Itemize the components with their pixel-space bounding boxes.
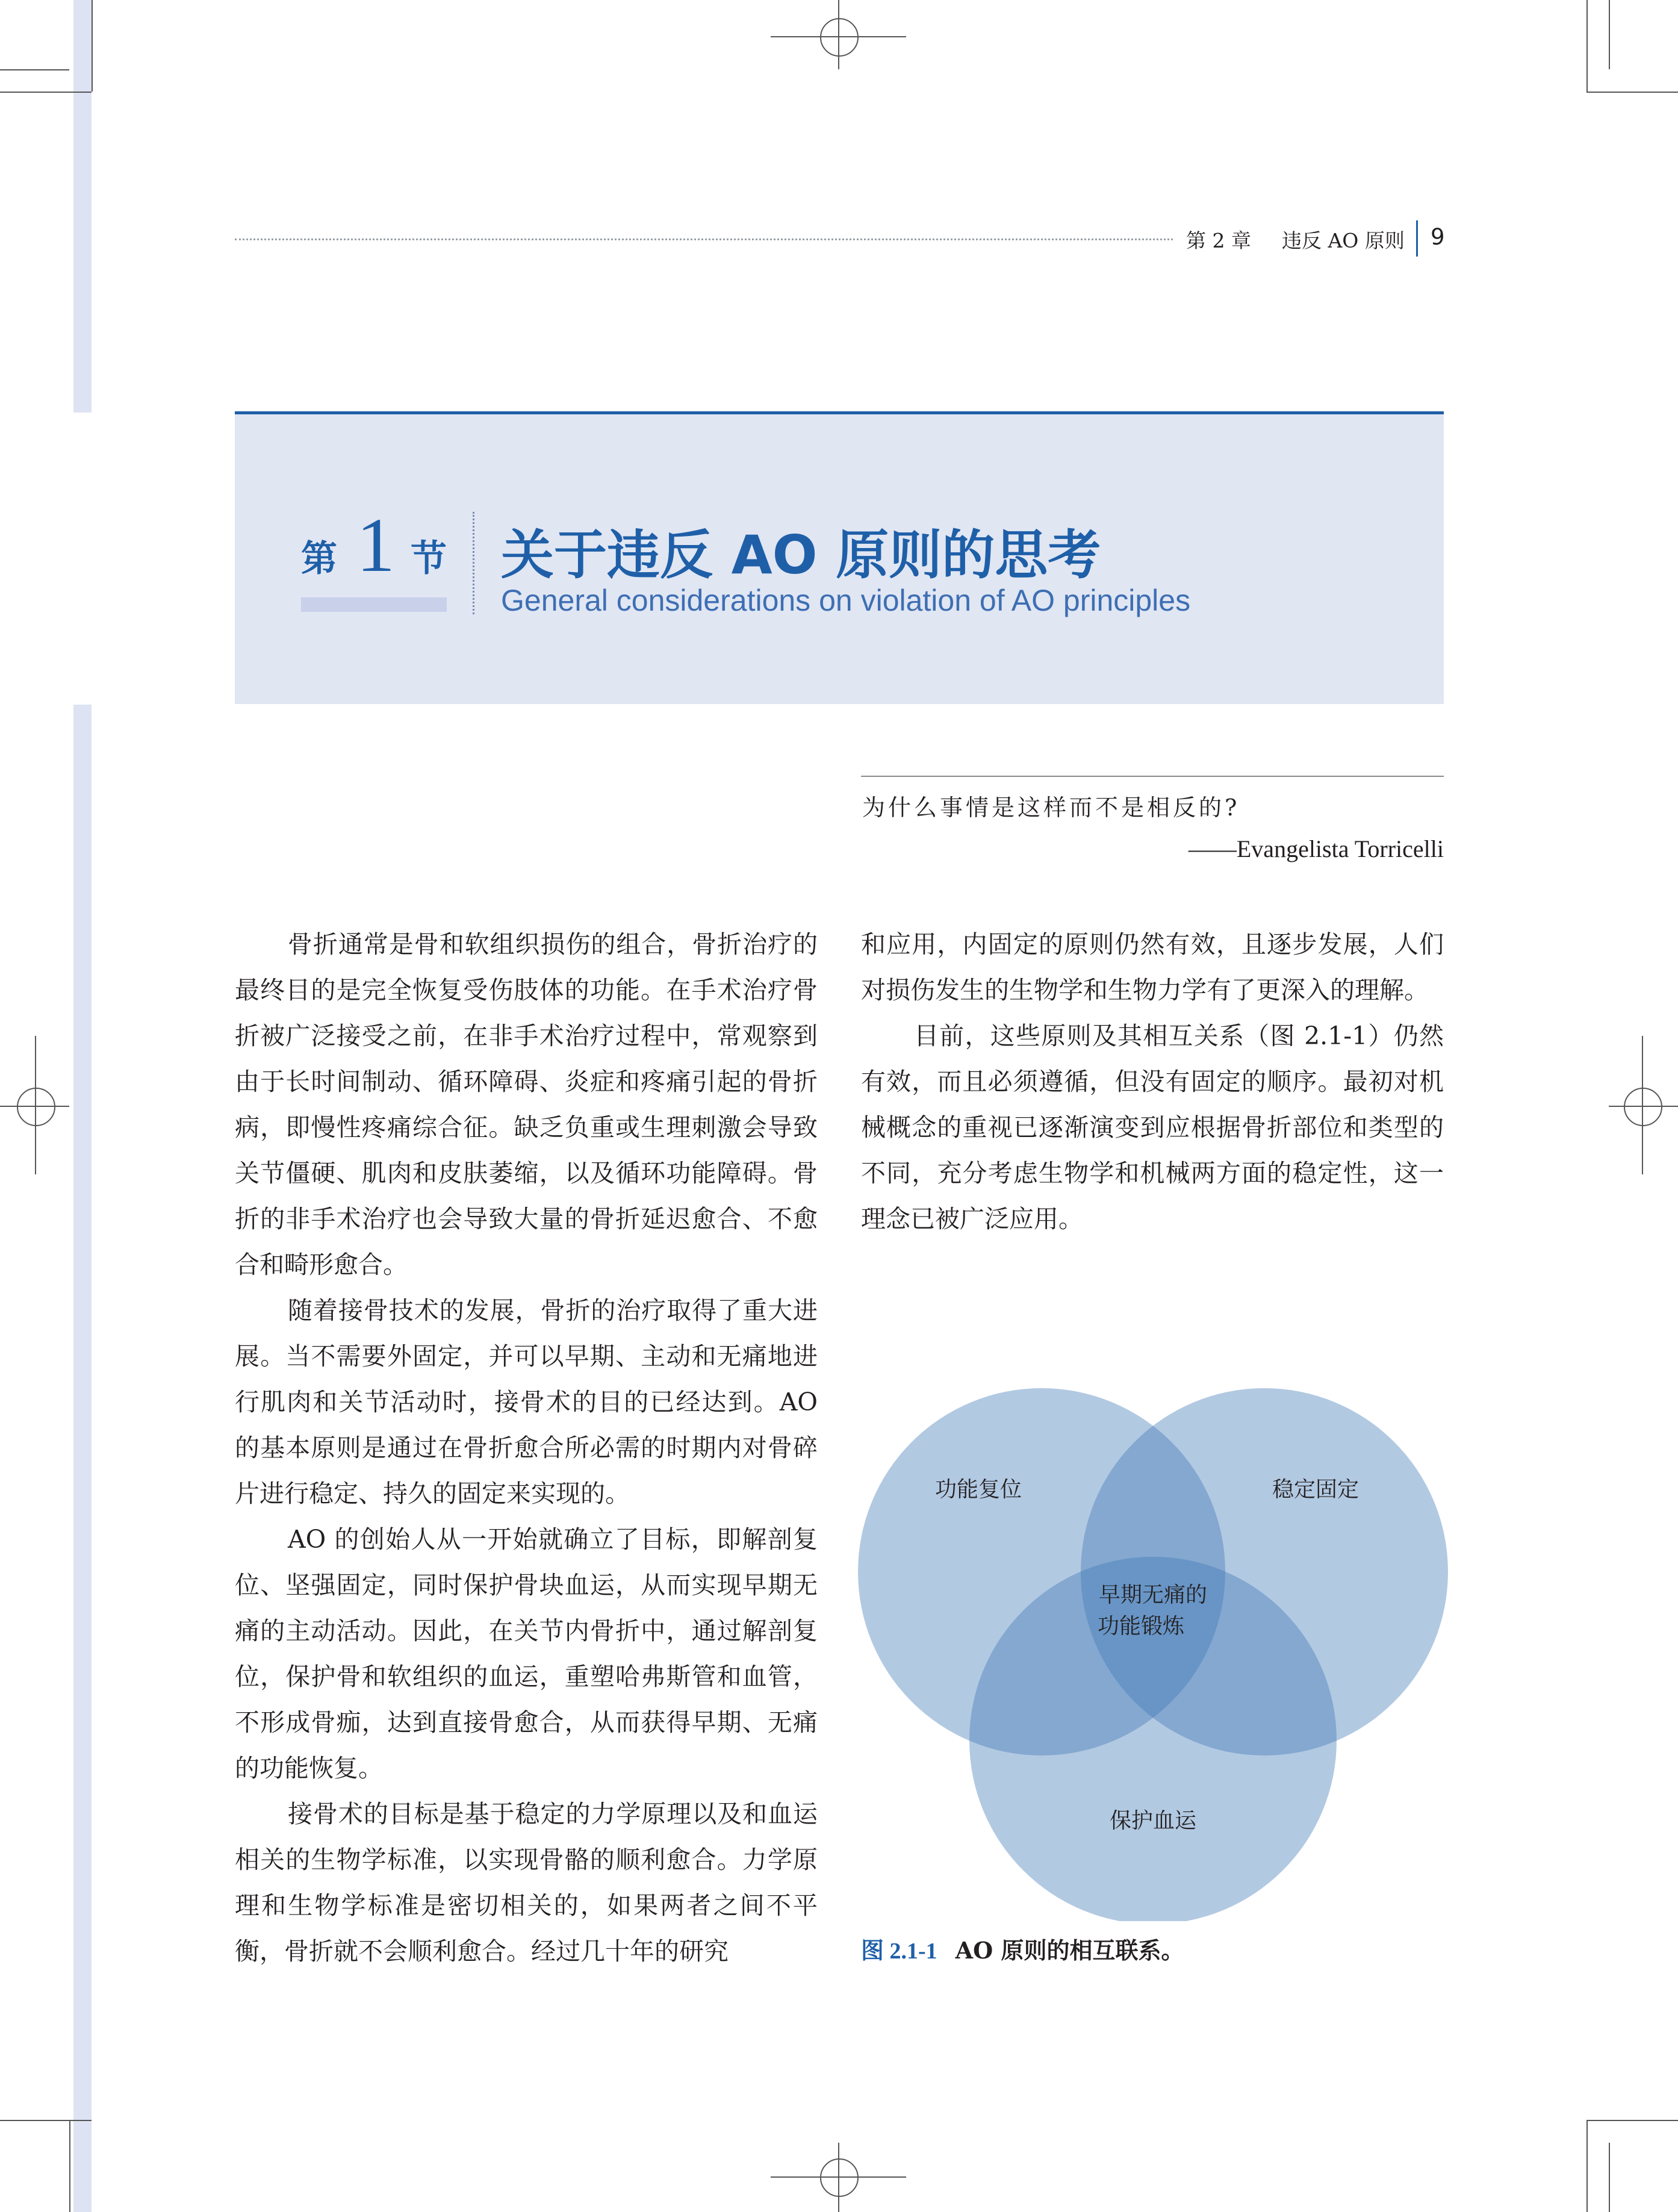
side-bar-top <box>73 0 92 413</box>
section-title-en: General considerations on violation of AO principles <box>501 584 1191 617</box>
epigraph-quote: 为什么事情是这样而不是相反的? <box>862 794 1240 821</box>
running-header-chapter: 第 2 章 <box>1186 229 1251 252</box>
paragraph: AO 的创始人从一开始就确立了目标，即解剖复位、坚强固定，同时保护骨块血运，从而实现早期无痛的主动活动。因此，在关节内骨折中，通过解剖复位，保护骨和软组织的血运，重塑哈弗斯管和血管，不形成骨痂，达到直接骨愈合，从而获得早期、无痛的功能恢复。 <box>235 1525 818 1783</box>
section-suffix: 节 <box>411 538 447 580</box>
section-prefix: 第 <box>301 538 337 580</box>
running-header-title <box>1186 225 1405 254</box>
venn-label-center-2: 功能锻炼 <box>1097 1614 1185 1639</box>
crop-mark <box>0 69 69 70</box>
section-number-underline <box>301 597 447 612</box>
registration-mark <box>838 2143 839 2212</box>
registration-mark <box>1642 1036 1643 1174</box>
paragraph: 目前，这些原则及其相互关系（图 2.1-1）仍然有效，而且必须遵循，但没有固定的顺序。最初对机械概念的重视已逐渐演变到应根据骨折部位和类型的不同，充分考虑生物学和机械两方面的稳定性，这一理念已被广泛应用。 <box>861 1021 1444 1233</box>
venn-diagram <box>855 1379 1451 1921</box>
crop-mark <box>69 2120 70 2212</box>
paragraph: 骨折通常是骨和软组织损伤的组合，骨折治疗的最终目的是完全恢复受伤肢体的功能。在手术治疗骨折被广泛接受之前，在非手术治疗过程中，常观察到由于长时间制动、循环障碍、炎症和疼痛引起的骨折病，即慢性疼痛综合征。缺乏负重或生理刺激会导致关节僵硬、肌肉和皮肤萎缩，以及循环功能障碍。骨折的非手术治疗也会导致大量的骨折延迟愈合、不愈合和畸形愈合。 <box>235 930 818 1279</box>
crop-mark <box>1586 2120 1588 2212</box>
epigraph-author: ——Evangelista Torricelli <box>1188 835 1444 862</box>
venn-circle-blood-supply <box>969 1557 1337 1921</box>
paragraph: 和应用，内固定的原则仍然有效，且逐步发展，人们对损伤发生的生物学和生物力学有了更深入的理解。 <box>861 930 1444 1005</box>
figure-number: 图 2.1-1 <box>861 1939 937 1964</box>
venn-label-bottom: 保护血运 <box>1109 1809 1197 1833</box>
registration-mark <box>35 1036 36 1174</box>
page-number: 9 <box>1431 224 1445 250</box>
running-header-dots <box>235 238 1173 240</box>
registration-mark <box>1624 1088 1662 1126</box>
section-divider <box>473 512 474 614</box>
crop-mark <box>1586 2120 1678 2121</box>
section-number: 1 <box>356 502 395 588</box>
body-column-right <box>861 921 1444 1242</box>
registration-mark <box>820 2158 859 2197</box>
figure-caption <box>861 1932 1184 1965</box>
section-title-zh: 关于违反 AO 原则的思考 <box>501 524 1101 586</box>
registration-mark <box>838 0 839 69</box>
venn-label-top-left: 功能复位 <box>934 1477 1022 1502</box>
crop-mark <box>1609 2143 1610 2212</box>
crop-mark <box>1609 0 1610 69</box>
figure-caption-text: AO 原则的相互联系。 <box>955 1937 1184 1964</box>
side-bar-bottom <box>73 705 92 2212</box>
crop-mark <box>1586 0 1588 92</box>
crop-mark <box>92 0 93 92</box>
registration-mark <box>820 18 859 57</box>
paragraph: 接骨术的目标是基于稳定的力学原理以及和血运相关的生物学标准，以实现骨骼的顺利愈合。力学原理和生物学标准是密切相关的，如果两者之间不平衡，骨折就不会顺利愈合。经过几十年的研究 <box>235 1799 818 1966</box>
crop-mark <box>0 2120 92 2121</box>
crop-mark <box>0 92 92 93</box>
venn-label-center-1: 早期无痛的 <box>1098 1583 1208 1607</box>
venn-label-top-right: 稳定固定 <box>1272 1477 1359 1502</box>
running-header-separator <box>1416 220 1418 257</box>
running-header-text: 违反 AO 原则 <box>1281 229 1405 252</box>
registration-mark <box>17 1088 55 1126</box>
body-column-left <box>235 921 818 1974</box>
epigraph-rule <box>861 776 1444 777</box>
paragraph: 随着接骨技术的发展，骨折的治疗取得了重大进展。当不需要外固定，并可以早期、主动和无痛地进行肌肉和关节活动时，接骨术的目的已经达到。AO 的基本原则是通过在骨折愈合所必需的时期内对骨碎片进行稳定、持久的固定来实现的。 <box>235 1296 818 1508</box>
crop-mark <box>1586 92 1678 93</box>
registration-mark <box>1609 1106 1678 1107</box>
